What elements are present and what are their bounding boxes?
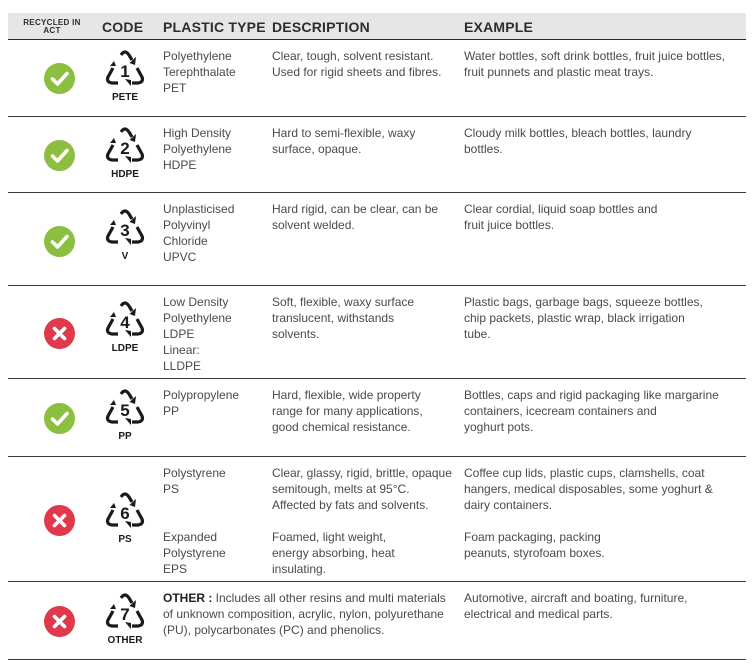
plastic-type-cell-line: Polyethylene	[163, 49, 232, 63]
plastic-type-cell	[163, 48, 269, 96]
description-cell-line: Hard, flexible, wide property	[272, 388, 421, 402]
description-cell-line: solvent welded.	[272, 218, 355, 232]
header-description: DESCRIPTION	[272, 18, 370, 35]
plastic-type-cell-line: Expanded	[163, 530, 218, 544]
resin-code-5	[100, 388, 150, 443]
plastic-codes-table	[8, 13, 746, 660]
check-circle-icon	[44, 63, 75, 94]
example-cell-line: fruit punnets and plastic meat trays.	[464, 65, 654, 79]
description-cell-line: surface, opaque.	[272, 142, 362, 156]
resin-code-label: OTHER	[107, 635, 143, 646]
recycling-triangle-icon	[102, 208, 148, 250]
table-row	[8, 379, 746, 457]
other-description	[163, 590, 463, 638]
plastic-type-cell-line: Chloride	[163, 234, 208, 248]
plastic-type-cell-line: PET	[163, 81, 187, 95]
description-cell-line: range for many applications,	[272, 404, 423, 418]
plastic-type-cell-line: Linear:	[163, 343, 200, 357]
table-row	[8, 117, 746, 193]
plastic-type-cell-line: High Density	[163, 126, 232, 140]
example-cell-line: Coffee cup lids, plastic cups, clamshells, coat	[464, 466, 705, 480]
example-cell	[464, 387, 746, 435]
cross-circle-icon	[44, 318, 75, 349]
plastic-type-cell	[163, 387, 269, 419]
table-header	[8, 13, 746, 40]
header-recycled: RECYCLED IN ACT	[23, 17, 81, 35]
resin-code-1	[100, 49, 150, 104]
example-cell-line: tube.	[464, 327, 491, 341]
recycling-triangle-icon	[102, 300, 148, 342]
resin-code-label: V	[121, 251, 129, 262]
resin-code-number: 1	[120, 62, 130, 81]
resin-code-label: LDPE	[111, 343, 139, 354]
header-example: EXAMPLE	[464, 18, 534, 35]
example-cell-line: Plastic bags, garbage bags, squeeze bottles,	[464, 295, 703, 309]
plastic-type-cell	[163, 125, 269, 173]
check-circle-icon	[44, 403, 75, 434]
plastic-type-cell-line: Polystyrene	[163, 546, 226, 560]
resin-code-number: 3	[120, 221, 130, 240]
description-cell	[272, 529, 462, 577]
example-cell-line: Clear cordial, liquid soap bottles and	[464, 202, 658, 216]
other-description-line: (PU), polycarbonates (PC) and phenolics.	[163, 623, 385, 637]
plastic-type-cell-line: Polystyrene	[163, 466, 226, 480]
resin-code-number: 6	[120, 504, 130, 523]
resin-code-label: HDPE	[111, 169, 139, 180]
plastic-type-cell-line: Unplasticised	[163, 202, 235, 216]
example-cell-line: chip packets, plastic wrap, black irrigation	[464, 311, 685, 325]
example-cell	[464, 529, 746, 561]
description-cell-line: Clear, tough, solvent resistant.	[272, 49, 434, 63]
example-cell	[464, 294, 746, 342]
example-cell-line: peanuts, styrofoam boxes.	[464, 546, 605, 560]
cross-circle-icon	[44, 505, 75, 536]
description-cell	[272, 465, 462, 513]
resin-code-label: PETE	[111, 92, 139, 103]
table-row	[8, 286, 746, 379]
resin-code-label: PS	[118, 534, 132, 545]
plastic-type-cell-line: LDPE	[163, 327, 195, 341]
plastic-type-cell	[163, 294, 269, 374]
table-row	[8, 193, 746, 286]
description-cell	[272, 294, 462, 342]
example-cell-line: yoghurt pots.	[464, 420, 534, 434]
example-cell-line: Automotive, aircraft and boating, furniture,	[464, 591, 688, 605]
description-cell-line: good chemical resistance.	[272, 420, 411, 434]
recycling-triangle-icon	[102, 491, 148, 533]
description-cell-line: Soft, flexible, waxy surface	[272, 295, 415, 309]
resin-code-6	[100, 491, 150, 546]
example-cell-line: hangers, medical disposables, some yoghurt &	[464, 482, 713, 496]
description-cell-line: Hard rigid, can be clear, can be	[272, 202, 439, 216]
example-cell-line: Foam packaging, packing	[464, 530, 601, 544]
example-cell-line: dairy containers.	[464, 498, 553, 512]
description-cell-line: semitough, melts at 95°C.	[272, 482, 410, 496]
header-plastic-type: PLASTIC TYPE	[163, 18, 266, 35]
resin-code-2	[100, 126, 150, 181]
plastic-type-cell-line: PP	[163, 404, 180, 418]
plastic-type-cell-line: HDPE	[163, 158, 197, 172]
plastic-type-cell-line: Polyethylene	[163, 311, 232, 325]
other-lead-label: OTHER :	[163, 591, 213, 605]
example-cell-line: electrical and medical parts.	[464, 607, 613, 621]
description-cell	[272, 201, 462, 233]
example-cell	[464, 125, 746, 157]
resin-code-number: 4	[120, 313, 130, 332]
plastic-type-cell-line: Polypropylene	[163, 388, 240, 402]
check-circle-icon	[44, 226, 75, 257]
recycling-triangle-icon	[102, 388, 148, 430]
description-cell-line: translucent, withstands	[272, 311, 395, 325]
cross-circle-icon	[44, 606, 75, 637]
recycling-triangle-icon	[102, 49, 148, 91]
description-cell-line: Clear, glassy, rigid, brittle, opaque	[272, 466, 452, 480]
recycling-triangle-icon	[102, 126, 148, 168]
example-cell	[464, 48, 746, 80]
resin-code-7	[100, 592, 150, 647]
example-cell	[464, 201, 746, 233]
example-cell-line: Cloudy milk bottles, bleach bottles, laundry	[464, 126, 692, 140]
other-description-line: of unknown composition, acrylic, nylon, polyurethane	[163, 607, 444, 621]
example-cell-line: fruit juice bottles.	[464, 218, 555, 232]
example-cell-line: Bottles, caps and rigid packaging like margarine	[464, 388, 719, 402]
resin-code-number: 5	[120, 401, 130, 420]
plastic-type-cell-line: EPS	[163, 562, 188, 576]
example-cell-line: containers, icecream containers and	[464, 404, 657, 418]
resin-code-3	[100, 208, 150, 263]
plastic-type-cell-line: Polyvinyl	[163, 218, 211, 232]
other-description-text: Includes all other resins and multi materials	[212, 591, 446, 605]
plastic-type-cell-line: UPVC	[163, 250, 197, 264]
plastic-type-cell	[163, 201, 269, 265]
description-cell	[272, 125, 462, 157]
resin-code-number: 7	[120, 605, 130, 624]
plastic-type-cell-line: Terephthalate	[163, 65, 236, 79]
plastic-type-cell	[163, 465, 269, 497]
description-cell-line: solvents.	[272, 327, 320, 341]
header-code: CODE	[102, 18, 144, 35]
description-cell-line: Used for rigid sheets and fibres.	[272, 65, 442, 79]
description-cell-line: energy absorbing, heat	[272, 546, 395, 560]
resin-code-number: 2	[120, 139, 130, 158]
description-cell-line: insulating.	[272, 562, 327, 576]
plastic-type-cell-line: Low Density	[163, 295, 229, 309]
recycling-triangle-icon	[102, 592, 148, 634]
description-cell	[272, 387, 462, 435]
table-row	[8, 582, 746, 660]
resin-code-label: PP	[118, 431, 132, 442]
table-row	[8, 457, 746, 582]
table-row	[8, 40, 746, 117]
check-circle-icon	[44, 140, 75, 171]
example-cell-line: Water bottles, soft drink bottles, fruit juice bottles,	[464, 49, 725, 63]
plastic-type-cell-line: LLDPE	[163, 359, 202, 373]
description-cell-line: Affected by fats and solvents.	[272, 498, 429, 512]
description-cell-line: Foamed, light weight,	[272, 530, 387, 544]
plastic-type-cell-line: PS	[163, 482, 180, 496]
plastic-type-cell	[163, 529, 269, 577]
description-cell	[272, 48, 462, 80]
plastic-type-cell-line: Polyethylene	[163, 142, 232, 156]
example-cell-line: bottles.	[464, 142, 503, 156]
example-cell	[464, 590, 746, 622]
resin-code-4	[100, 300, 150, 355]
example-cell	[464, 465, 746, 513]
table-body	[8, 40, 746, 660]
description-cell-line: Hard to semi-flexible, waxy	[272, 126, 416, 140]
